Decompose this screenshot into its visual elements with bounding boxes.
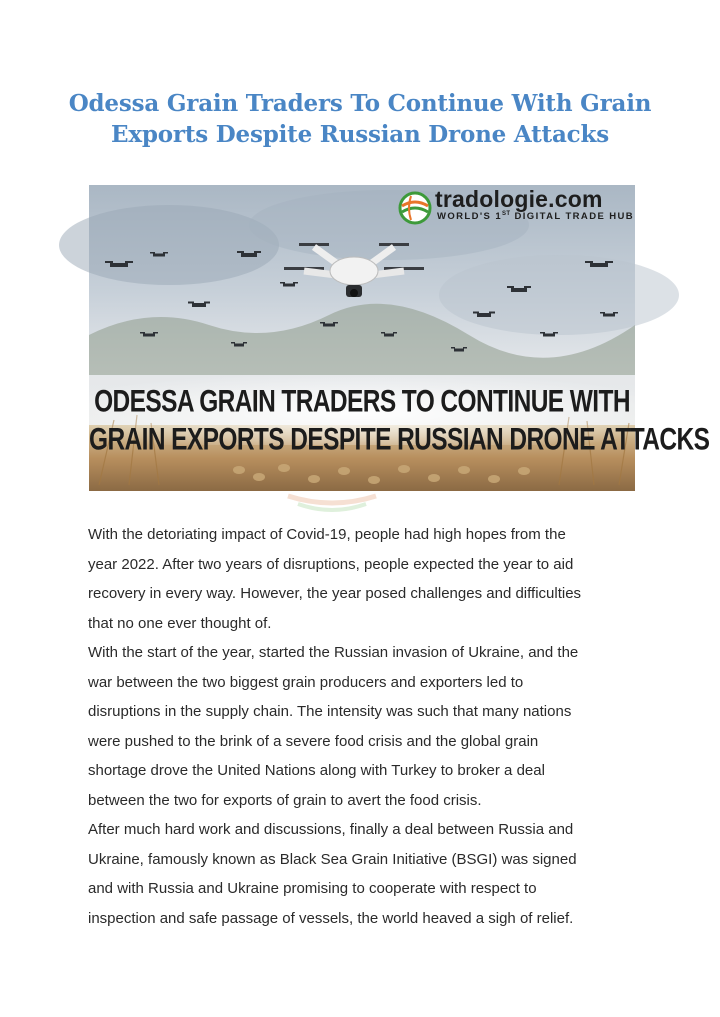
globe-logo-icon	[397, 190, 433, 226]
hero-caption-line: GRAIN EXPORTS DESPITE RUSSIAN DRONE ATTACKS	[89, 422, 710, 458]
text-line: After much hard work and discussions, finally a deal between Russia and	[88, 821, 574, 838]
text-line: that no one ever thought of.	[88, 614, 272, 632]
article-title	[60, 88, 660, 150]
article-body	[88, 520, 648, 933]
text-line: Ukraine, famously known as Black Sea Grain Initiative (BSGI) was signed	[88, 850, 577, 868]
hero-caption	[89, 383, 710, 458]
text-line: With the start of the year, started the Russian invasion of Ukraine, and the	[88, 644, 579, 661]
brand-logo-block	[397, 186, 635, 225]
text-line: disruptions in the supply chain. The intensity was such that many nations	[88, 703, 572, 720]
hero-caption-line: ODESSA GRAIN TRADERS TO CONTINUE WITH	[94, 384, 630, 420]
decorative-swoosh	[282, 490, 382, 516]
article-title-line: Exports Despite Russian Drone Attacks	[111, 121, 609, 148]
text-line: between the two for exports of grain to avert the food crisis.	[88, 791, 482, 809]
article-title-line: Odessa Grain Traders To Continue With Grain	[68, 90, 652, 117]
brand-tagline: WORLD'S 1ST DIGITAL TRADE HUB	[437, 211, 635, 223]
text-line: and with Russia and Ukraine promising to cooperate with respect to	[88, 880, 537, 897]
article-paragraph	[88, 815, 648, 933]
text-line: shortage drove the United Nations along with Turkey to broker a deal	[88, 762, 545, 779]
article-paragraph	[88, 520, 648, 638]
text-line: war between the two biggest grain producers and exporters led to	[88, 673, 524, 691]
text-line: inspection and safe passage of vessels, the world heaved a sigh of relief.	[88, 909, 574, 927]
article-paragraph	[88, 638, 648, 815]
text-line: recovery in every way. However, the year posed challenges and difficulties	[88, 585, 582, 602]
text-line: were pushed to the brink of a severe food crisis and the global grain	[88, 732, 539, 750]
brand-name: tradologie.com	[435, 186, 603, 212]
text-line: year 2022. After two years of disruptions, people expected the year to aid	[88, 555, 574, 573]
text-line: With the detoriating impact of Covid-19, people had high hopes from the	[88, 526, 566, 543]
hero-image	[89, 185, 710, 491]
